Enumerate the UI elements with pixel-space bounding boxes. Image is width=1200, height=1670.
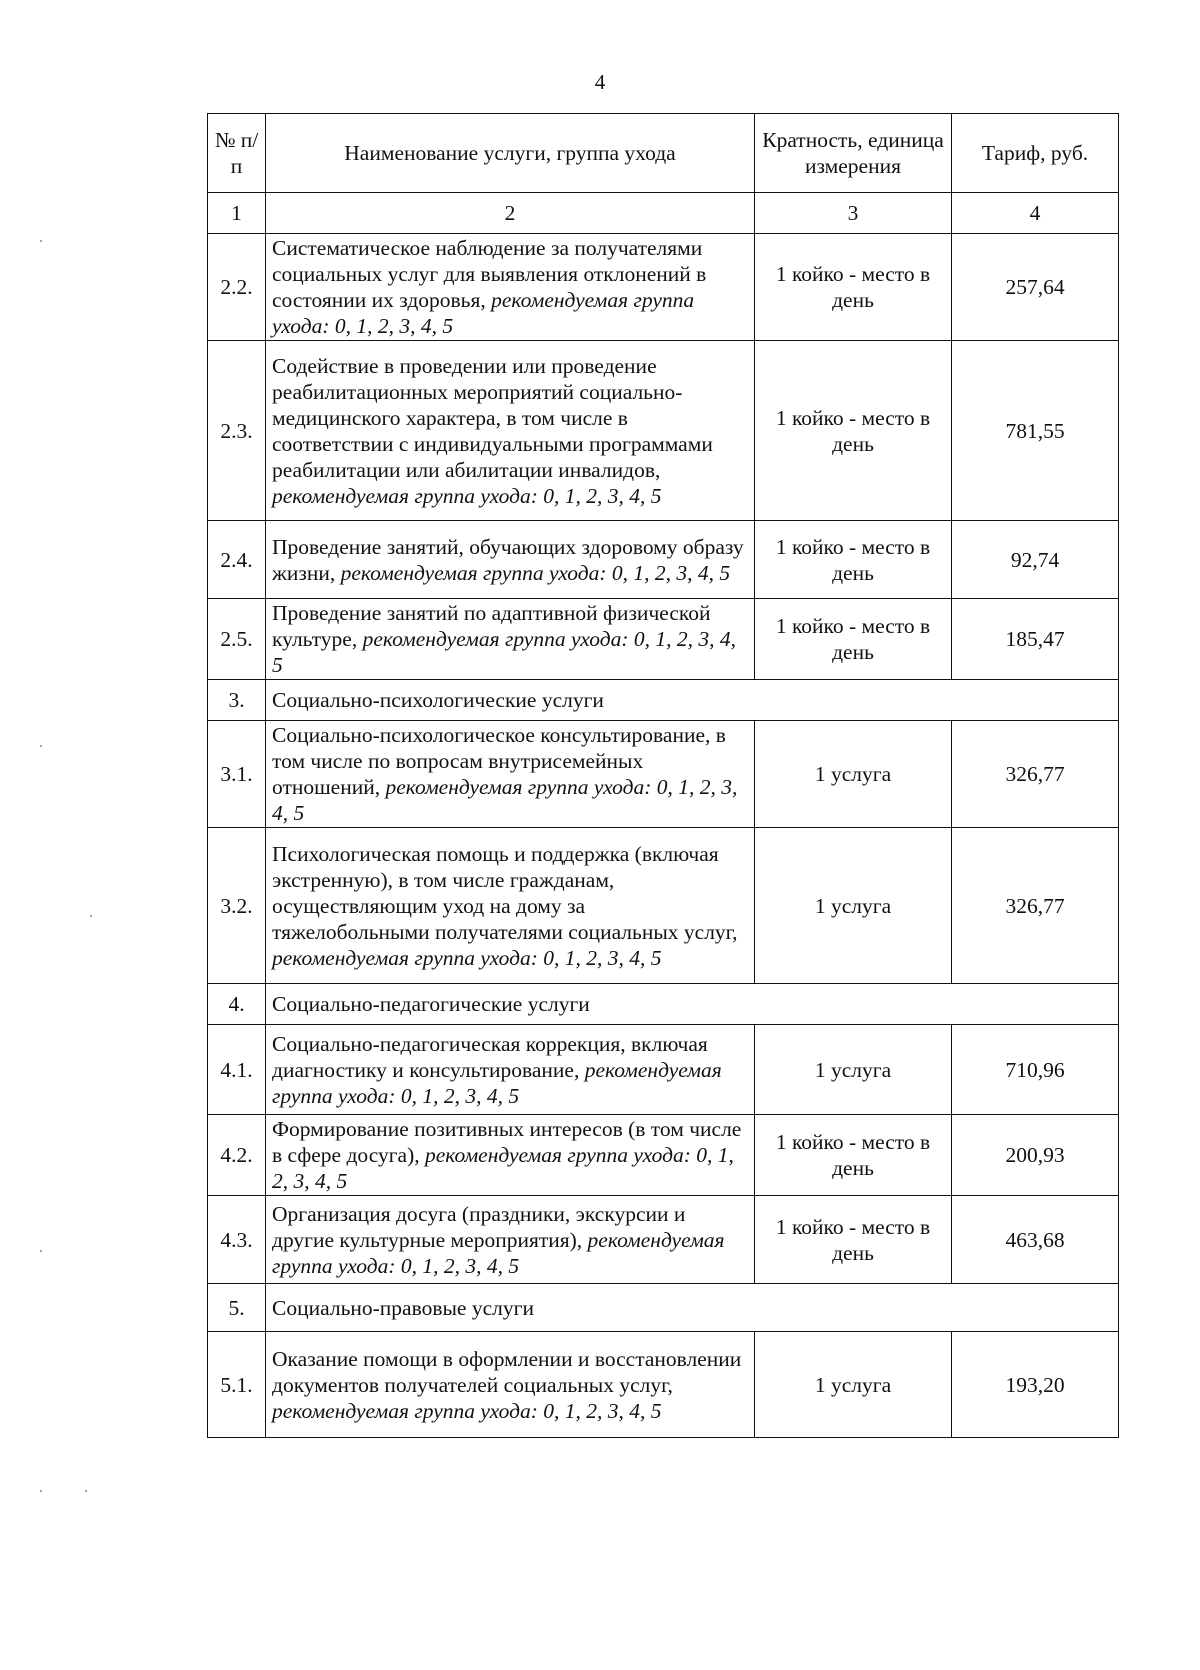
service-name-cell <box>266 1332 755 1438</box>
section-row <box>208 680 1119 721</box>
care-group-recommendation: рекомендуемая группа ухода: 0, 1, 2, 3, 4, 5 <box>272 775 738 825</box>
table-row <box>208 721 1119 828</box>
table-row <box>208 599 1119 680</box>
care-group-recommendation: рекомендуемая группа ухода: 0, 1, 2, 3, 4, 5 <box>272 1398 662 1423</box>
tariff-value: 326,77 <box>952 828 1119 984</box>
tariff-value: 193,20 <box>952 1332 1119 1438</box>
multiplicity-unit: 1 койко - место в день <box>755 521 952 599</box>
multiplicity-unit: 1 услуга <box>755 1332 952 1438</box>
service-name: Социально-психологическое консультирование, в том числе по вопросам внутрисемейных отношений, <box>272 723 726 799</box>
row-number: 2.4. <box>208 521 266 599</box>
row-number: 4.2. <box>208 1115 266 1196</box>
multiplicity-unit: 1 койко - место в день <box>755 1115 952 1196</box>
service-name-cell <box>266 341 755 521</box>
column-number: 3 <box>755 193 952 234</box>
scan-speck <box>40 240 42 242</box>
table-row <box>208 521 1119 599</box>
care-group-recommendation: рекомендуемая группа ухода: 0, 1, 2, 3, 4, 5 <box>272 1227 725 1278</box>
page-number: 4 <box>594 70 606 94</box>
scan-speck <box>40 1490 42 1492</box>
care-group-recommendation: рекомендуемая группа ухода: 0, 1, 2, 3, 4, 5 <box>272 288 695 338</box>
scan-speck <box>90 915 92 917</box>
row-number: 3.2. <box>208 828 266 984</box>
service-name: Проведение занятий, обучающих здоровому образу жизни, <box>272 534 744 585</box>
section-row <box>208 984 1119 1025</box>
column-number-row <box>208 193 1119 234</box>
service-name-cell <box>266 1115 755 1196</box>
service-name: Систематическое наблюдение за получателями социальных услуг для выявления отклонений в состоянии их здоровья, <box>272 236 707 312</box>
row-number: 5. <box>208 1284 266 1332</box>
table-row <box>208 1196 1119 1284</box>
multiplicity-unit: 1 койко - место в день <box>755 1196 952 1284</box>
scan-speck <box>40 1250 42 1252</box>
service-name-cell <box>266 828 755 984</box>
tariff-value: 710,96 <box>952 1025 1119 1115</box>
service-name: Организация досуга (праздники, экскурсии и другие культурные мероприятия), <box>272 1201 686 1252</box>
service-name-cell <box>266 234 755 341</box>
header-service-name: Наименование услуги, группа ухода <box>266 114 755 193</box>
tariff-value: 92,74 <box>952 521 1119 599</box>
row-number: 4.3. <box>208 1196 266 1284</box>
tariff-table <box>207 113 1119 1438</box>
header-tariff: Тариф, руб. <box>952 114 1119 193</box>
care-group-recommendation: рекомендуемая группа ухода: 0, 1, 2, 3, 4, 5 <box>272 627 736 677</box>
service-name-cell <box>266 599 755 680</box>
table-row <box>208 828 1119 984</box>
tariff-value: 257,64 <box>952 234 1119 341</box>
tariff-value: 326,77 <box>952 721 1119 828</box>
multiplicity-unit: 1 койко - место в день <box>755 234 952 341</box>
care-group-recommendation: рекомендуемая группа ухода: 0, 1, 2, 3, 4, 5 <box>335 560 731 585</box>
service-name-cell <box>266 1196 755 1284</box>
service-name-cell <box>266 1025 755 1115</box>
section-title: Социально-педагогические услуги <box>266 984 1119 1025</box>
service-name-cell <box>266 521 755 599</box>
tariff-value: 781,55 <box>952 341 1119 521</box>
table-row <box>208 1332 1119 1438</box>
section-title: Социально-психологические услуги <box>266 680 1119 721</box>
service-name: Оказание помощи в оформлении и восстановлении документов получателей социальных услуг, <box>272 1346 742 1397</box>
multiplicity-unit: 1 услуга <box>755 828 952 984</box>
service-name: Проведение занятий по адаптивной физической культуре, <box>272 601 711 651</box>
scan-speck <box>40 745 42 747</box>
table-row <box>208 1115 1119 1196</box>
service-name: Психологическая помощь и поддержка (включая экстренную), в том числе гражданам, осуществляющим уход на дому за тяжелобольными получателями социальных услуг, <box>272 841 738 944</box>
section-title: Социально-правовые услуги <box>266 1284 1119 1332</box>
care-group-recommendation: рекомендуемая группа ухода: 0, 1, 2, 3, 4, 5 <box>272 1143 734 1193</box>
multiplicity-unit: 1 койко - место в день <box>755 599 952 680</box>
header-number: № п/п <box>208 114 266 193</box>
multiplicity-unit: 1 услуга <box>755 721 952 828</box>
table-row <box>208 341 1119 521</box>
service-name-cell <box>266 721 755 828</box>
tariff-value: 463,68 <box>952 1196 1119 1284</box>
row-number: 5.1. <box>208 1332 266 1438</box>
header-multiplicity: Кратность, единица измерения <box>755 114 952 193</box>
tariff-value: 200,93 <box>952 1115 1119 1196</box>
row-number: 2.3. <box>208 341 266 521</box>
column-number: 1 <box>208 193 266 234</box>
table-row <box>208 234 1119 341</box>
section-row <box>208 1284 1119 1332</box>
tariff-value: 185,47 <box>952 599 1119 680</box>
scan-speck <box>85 1490 87 1492</box>
row-number: 4. <box>208 984 266 1025</box>
service-name: Формирование позитивных интересов (в том числе в сфере досуга), <box>272 1117 742 1167</box>
column-number: 4 <box>952 193 1119 234</box>
care-group-recommendation: рекомендуемая группа ухода: 0, 1, 2, 3, 4, 5 <box>272 483 662 508</box>
care-group-recommendation: рекомендуемая группа ухода: 0, 1, 2, 3, 4, 5 <box>272 945 662 970</box>
service-name: Содействие в проведении или проведение реабилитационных мероприятий социально-медицинского характера, в том числе в соответствии с индивидуальными программами реабилитации или абилитации инвалидов, <box>272 353 713 482</box>
service-name: Социально-педагогическая коррекция, включая диагностику и консультирование, <box>272 1031 708 1082</box>
table-header-row <box>208 114 1119 193</box>
care-group-recommendation: рекомендуемая группа ухода: 0, 1, 2, 3, 4, 5 <box>272 1057 722 1108</box>
table-row <box>208 1025 1119 1115</box>
row-number: 3. <box>208 680 266 721</box>
column-number: 2 <box>266 193 755 234</box>
row-number: 2.5. <box>208 599 266 680</box>
row-number: 2.2. <box>208 234 266 341</box>
multiplicity-unit: 1 услуга <box>755 1025 952 1115</box>
multiplicity-unit: 1 койко - место в день <box>755 341 952 521</box>
row-number: 3.1. <box>208 721 266 828</box>
row-number: 4.1. <box>208 1025 266 1115</box>
